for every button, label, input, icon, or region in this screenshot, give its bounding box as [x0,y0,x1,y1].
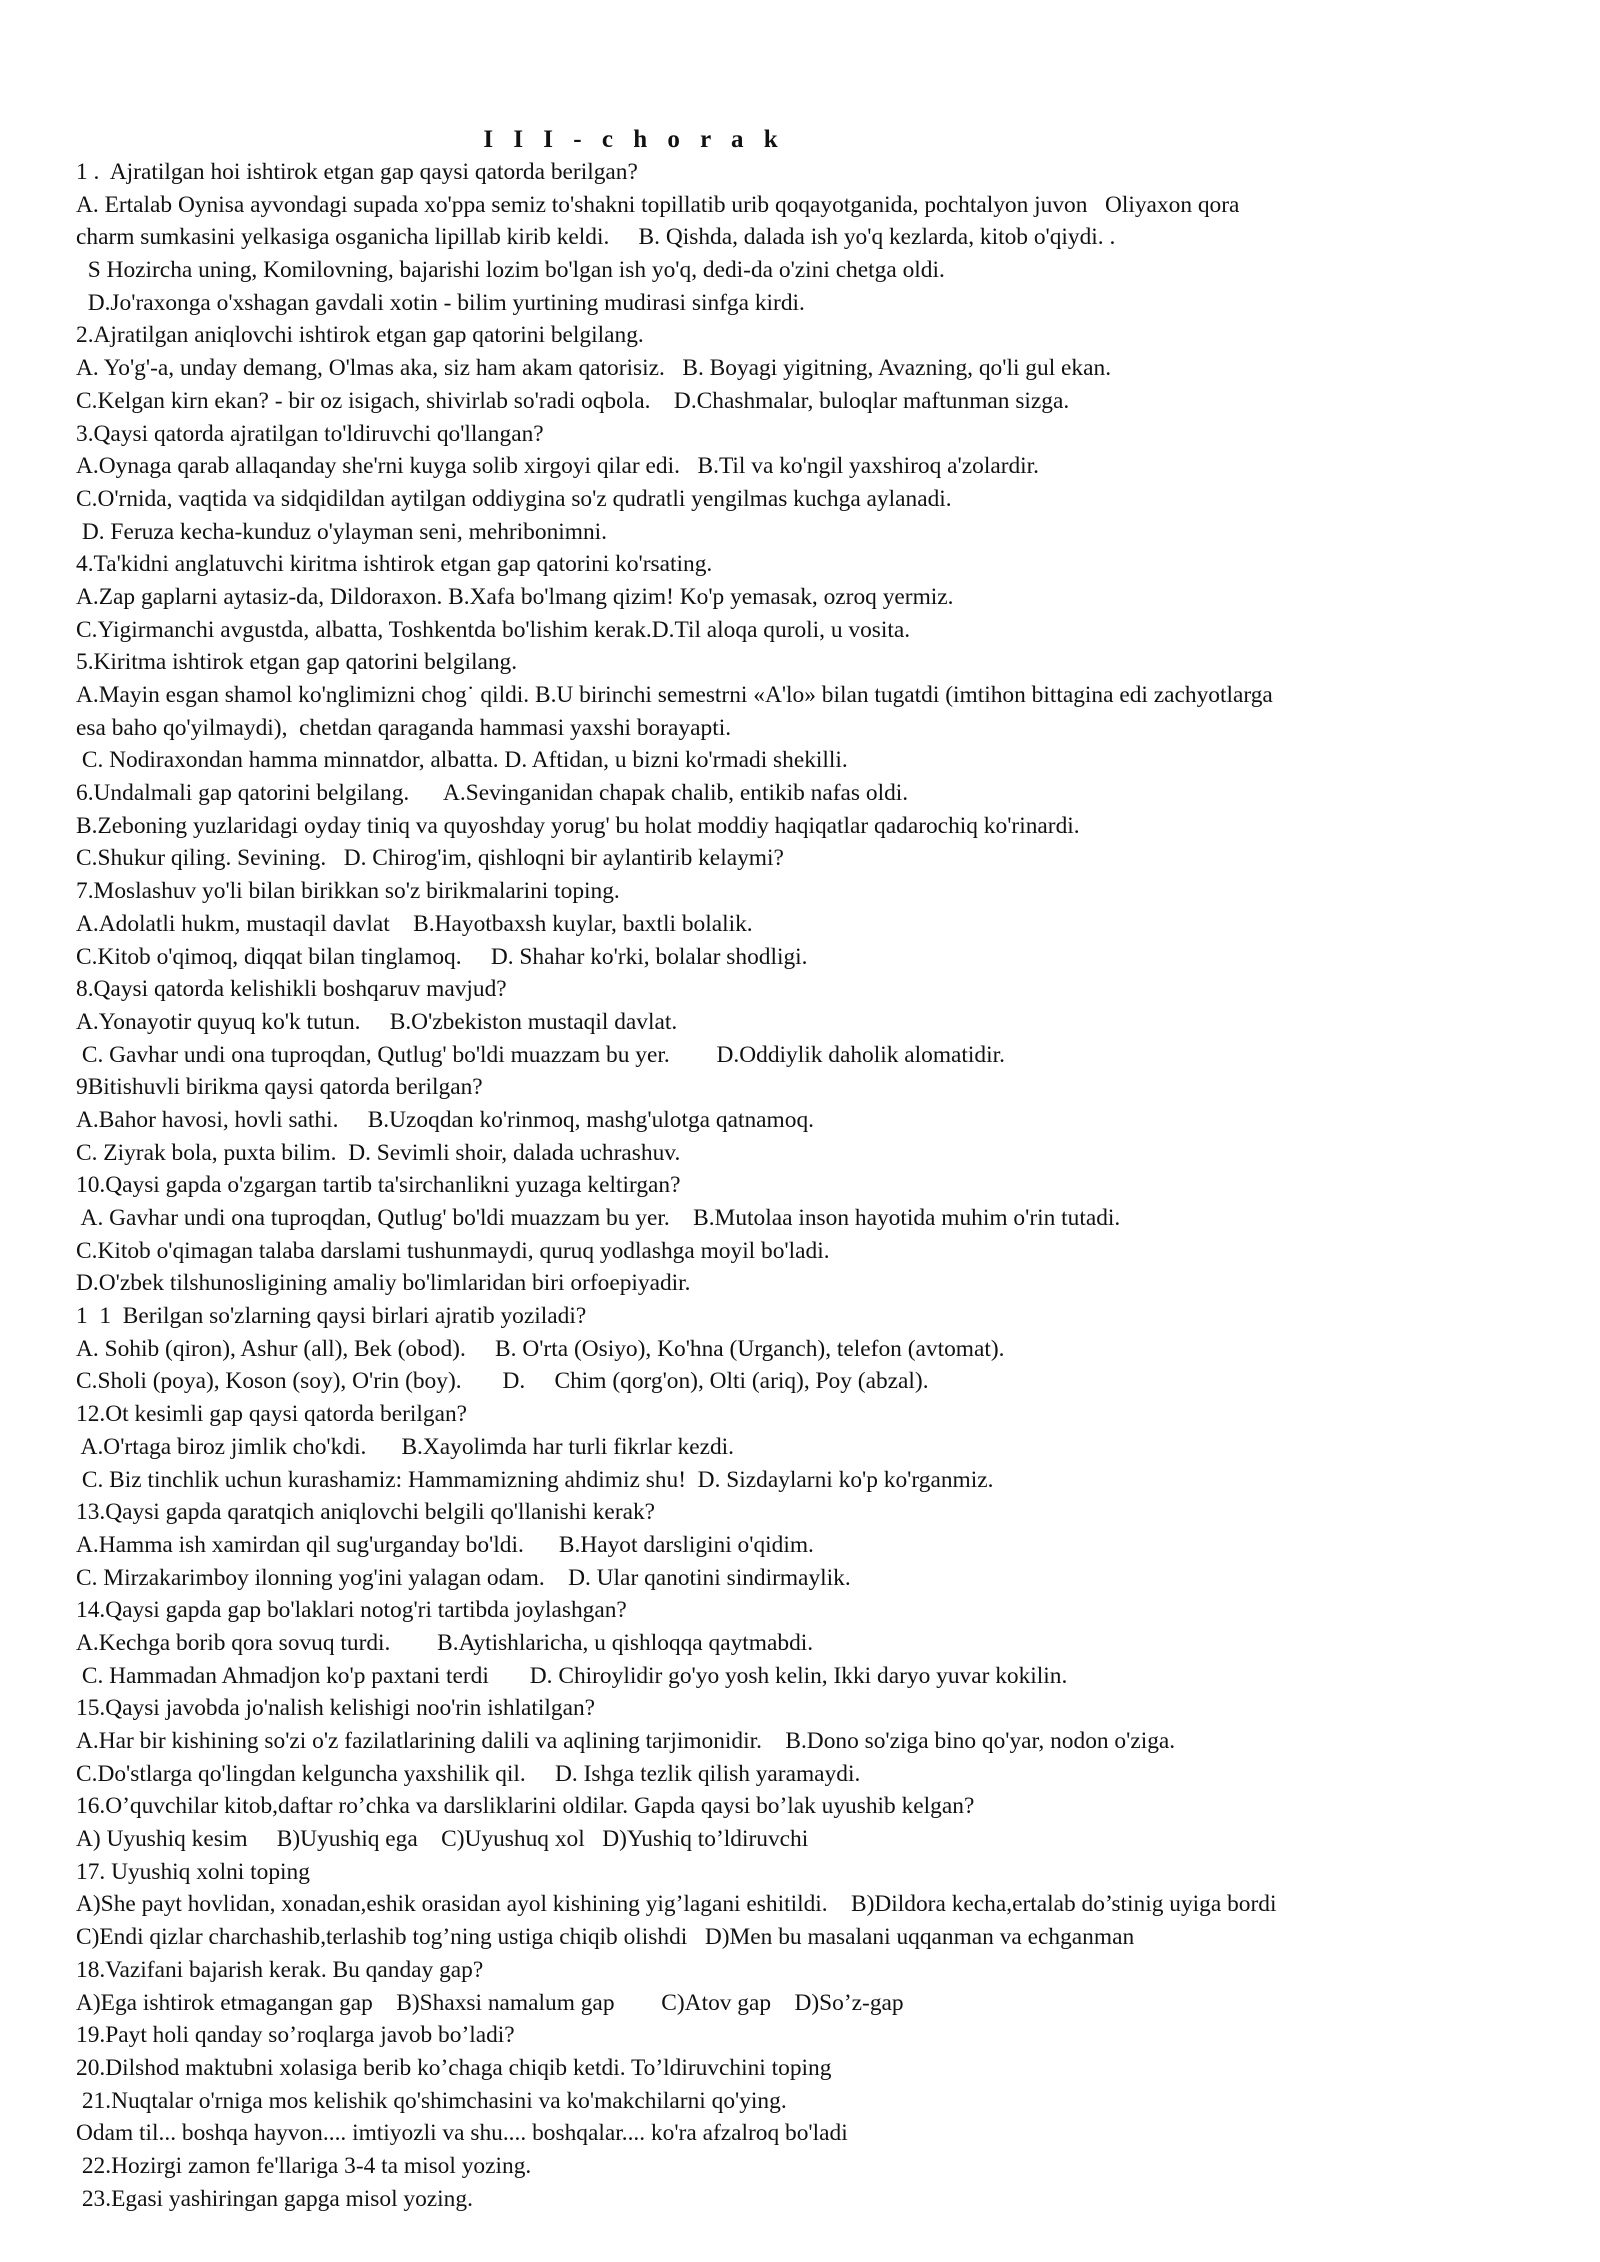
text-line: A. Sohib (qiron), Ashur (all), Bek (obod). B. O'rta (Osiyo), Ko'hna (Urganch), telefon (avtomat). [76,1335,1005,1362]
text-line: 9Bitishuvli birikma qaysi qatorda berilgan? [76,1074,483,1101]
text-line: C)Endi qizlar charchashib,terlashib tog’ning ustiga chiqib olishdi D)Men bu masalani uqqanman va echganman [76,1924,1135,1951]
text-line: C. Biz tinchlik uchun kurashamiz: Hammamizning ahdimiz shu! D. Sizdaylarni ko'p ko'rganmiz. [76,1466,994,1493]
text-line: C.Sholi (poya), Koson (soy), O'rin (boy). D. Chim (qorg'on), Olti (ariq), Poy (abzal). [76,1368,929,1395]
text-line: 5.Kiritma ishtirok etgan gap qatorini belgilang. [76,649,518,676]
text-line: A.Zap gaplarni aytasiz-da, Dildoraxon. B.Xafa bo'lmang qizim! Ko'p yemasak, ozroq yermiz. [76,583,954,610]
text-line: C.Yigirmanchi avgustda, albatta, Toshkentda bo'lishim kerak.D.Til aloqa quroli, u vosita. [76,616,911,643]
text-line: A.Adolatli hukm, mustaqil davlat B.Hayotbaxsh kuylar, baxtli bolalik. [76,910,753,937]
text-line: C. Gavhar undi ona tuproqdan, Qutlug' bo'ldi muazzam bu yer. D.Oddiylik daholik alomatidir. [76,1041,1005,1068]
text-line: 13.Qaysi gapda qaratqich aniqlovchi belgili qo'llanishi kerak? [76,1499,656,1526]
page-title: I I I - c h o r a k [483,126,785,153]
text-line: C. Mirzakarimboy ilonning yog'ini yalagan odam. D. Ular qanotini sindirmaylik. [76,1564,851,1591]
text-line: 12.Ot kesimli gap qaysi qatorda berilgan? [76,1401,468,1428]
text-line: D. Feruza kecha-kunduz o'ylayman seni, mehribonimni. [76,518,608,545]
text-line: A.Har bir kishining so'zi o'z fazilatlarining dalili va aqlining tarjimonidir. B.Dono so'ziga bino qo'yar, nodon o'ziga. [76,1728,1176,1754]
text-line: A. Yo'g'-a, unday demang, O'lmas aka, siz ham akam qatorisiz. B. Boyagi yigitning, Avazning, qo'li gul ekan. [76,355,1112,382]
text-line: 14.Qaysi gapda gap bo'laklari notog'ri tartibda joylashgan? [76,1597,627,1624]
text-line: 2.Ajratilgan aniqlovchi ishtirok etgan gap qatorini belgilang. [76,322,644,349]
text-line: A)She payt hovlidan, xonadan,eshik orasidan ayol kishining yig’lagani eshitildi. B)Dildora kecha,ertalab do’stinig uyiga bordi [76,1891,1277,1918]
text-line: B.Zeboning yuzlaridagi oyday tiniq va quyoshday yorug' bu holat moddiy haqiqatlar qadarochiq ko'rinardi. [76,812,1080,839]
text-line: charm sumkasini yelkasiga osganicha lipillab kirib keldi. B. Qishda, dalada ish yo'q kezlarda, kitob o'qiydi. . [76,224,1116,251]
text-line: 1 1 Berilgan so'zlarning qaysi birlari ajratib yoziladi? [76,1303,587,1330]
text-line: D.O'zbek tilshunosligining amaliy bo'limlaridan biri orfoepiyadir. [76,1270,691,1297]
text-line: C.Kitob o'qimoq, diqqat bilan tinglamoq. D. Shahar ko'rki, bolalar shodligi. [76,943,808,970]
text-line: Odam til... boshqa hayvon.... imtiyozli va shu.... boshqalar.... ko'ra afzalroq bo'ladi [76,2120,848,2147]
text-line: 23.Egasi yashiringan gapga misol yozing. [76,2185,473,2212]
text-line: C.Kelgan kirn ekan? - bir oz isigach, shivirlab so'radi oqbola. D.Chashmalar, buloqlar maftunman sizga. [76,387,1070,414]
text-line: 1 . Ajratilgan hoi ishtirok etgan gap qaysi qatorda berilgan? [76,159,638,185]
text-line: 8.Qaysi qatorda kelishikli boshqaruv mavjud? [76,976,507,1003]
text-line: A.O'rtaga biroz jimlik cho'kdi. B.Xayolimda har turli fikrlar kezdi. [76,1433,735,1460]
text-line: C. Ziyrak bola, puxta bilim. D. Sevimli shoir, dalada uchrashuv. [76,1139,681,1166]
text-line: C.Do'stlarga qo'lingdan kelguncha yaxshilik qil. D. Ishga tezlik qilish yaramaydi. [76,1760,861,1787]
question-list [76,156,1546,2215]
text-line: esa baho qo'yilmaydi), chetdan qaraganda hammasi yaxshi borayapti. [76,714,732,741]
text-line: 22.Hozirgi zamon fe'llariga 3-4 ta misol yozing. [76,2152,532,2179]
text-line: A.Mayin esgan shamol ko'nglimizni chog˙ qildi. B.U birinchi semestrni «A'lo» bilan tugatdi (imtihon bittagina edi zachyotlarga [76,682,1273,708]
text-line: C.Kitob o'qimagan talaba darslami tushunmaydi, quruq yodlashga moyil bo'ladi. [76,1237,830,1264]
text-line: 4.Ta'kidni anglatuvchi kiritma ishtirok etgan gap qatorini ko'rsating. [76,551,713,578]
text-line: C. Nodiraxondan hamma minnatdor, albatta. D. Aftidan, u bizni ko'rmadi shekilli. [76,747,848,774]
text-line: A.Hamma ish xamirdan qil sug'urganday bo'ldi. B.Hayot darsligini o'qidim. [76,1531,814,1558]
text-line: A) Uyushiq kesim B)Uyushiq ega C)Uyushuq xol D)Yushiq to’ldiruvchi [76,1826,809,1853]
text-line: 3.Qaysi qatorda ajratilgan to'ldiruvchi qo'llangan? [76,420,544,447]
text-line: A.Kechga borib qora sovuq turdi. B.Aytishlaricha, u qishloqqa qaytmabdi. [76,1629,814,1656]
text-line: C.Shukur qiling. Sevining. D. Chirog'im, qishloqni bir aylantirib kelaymi? [76,845,784,872]
text-line: C.O'rnida, vaqtida va sidqidildan aytilgan oddiygina so'z qudratli yengilmas kuchga aylanadi. [76,485,952,512]
text-line: 6.Undalmali gap qatorini belgilang. A.Sevinganidan chapak chalib, entikib nafas oldi. [76,780,909,807]
text-line: 10.Qaysi gapda o'zgargan tartib ta'sirchanlikni yuzaga keltirgan? [76,1172,681,1199]
text-line: A.Bahor havosi, hovli sathi. B.Uzoqdan ko'rinmoq, mashg'ulotga qatnamoq. [76,1106,814,1133]
text-line: A.Yonayotir quyuq ko'k tutun. B.O'zbekiston mustaqil davlat. [76,1008,678,1035]
text-line: 20.Dilshod maktubni xolasiga berib ko’chaga chiqib ketdi. To’ldiruvchini toping [76,2054,832,2081]
text-line: A)Ega ishtirok etmagangan gap B)Shaxsi namalum gap C)Atov gap D)So’z-gap [76,1989,904,2016]
text-line: D.Jo'raxonga o'xshagan gavdali xotin - bilim yurtining mudirasi sinfga kirdi. [76,289,805,316]
text-line: 17. Uyushiq xolni toping [76,1858,310,1885]
text-line: 19.Payt holi qanday so’roqlarga javob bo’ladi? [76,2022,515,2049]
text-line: 18.Vazifani bajarish kerak. Bu qanday gap? [76,1956,484,1983]
text-line: 16.O’quvchilar kitob,daftar ro’chka va darsliklarini oldilar. Gapda qaysi bo’lak uyushib kelgan? [76,1793,975,1820]
text-line: A. Gavhar undi ona tuproqdan, Qutlug' bo'ldi muazzam bu yer. B.Mutolaa inson hayotida muhim o'rin tutadi. [76,1205,1121,1231]
text-line: S Hozircha uning, Komilovning, bajarishi lozim bo'lgan ish yo'q, dedi-da o'zini chetga oldi. [76,257,945,284]
text-line: 21.Nuqtalar o'rniga mos kelishik qo'shimchasini va ko'makchilarni qo'ying. [76,2087,787,2114]
text-line: 7.Moslashuv yo'li bilan birikkan so'z birikmalarini toping. [76,878,620,905]
text-line: A.Oynaga qarab allaqanday she'rni kuyga solib xirgoyi qilar edi. B.Til va ko'ngil yaxshiroq a'zolardir. [76,453,1040,480]
text-line: A. Ertalab Oynisa ayvondagi supada xo'ppa semiz to'shakni topillatib urib qoqayotganida, pochtalyon juvon Oliyaxon qora [76,191,1240,218]
text-line: C. Hammadan Ahmadjon ko'p paxtani terdi D. Chiroylidir go'yo yosh kelin, Ikki daryo yuvar kokilin. [76,1662,1068,1689]
text-line: 15.Qaysi javobda jo'nalish kelishigi noo'rin ishlatilgan? [76,1695,596,1722]
